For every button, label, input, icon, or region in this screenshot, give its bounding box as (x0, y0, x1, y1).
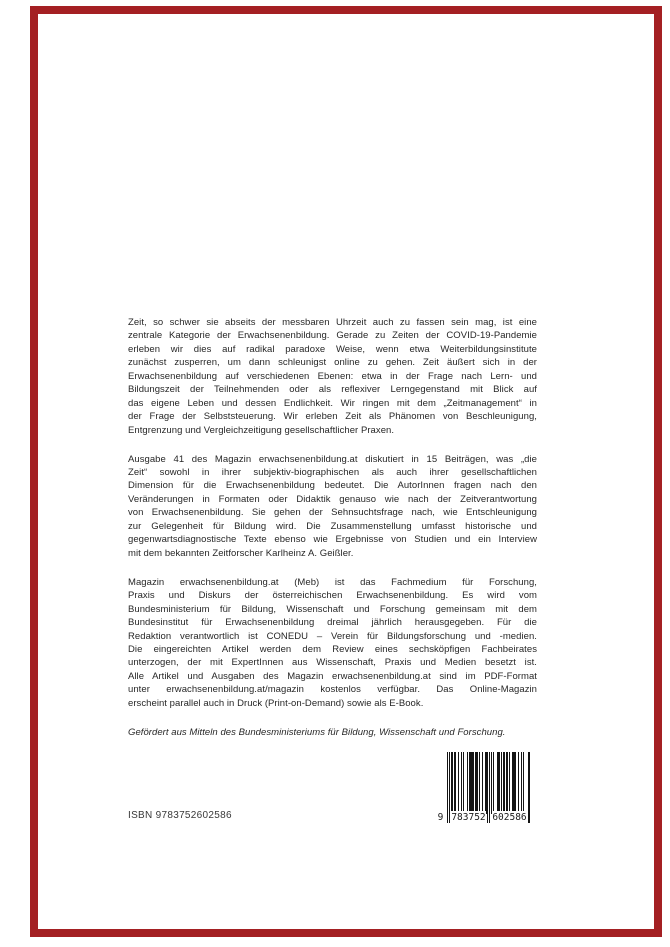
funding-note: Gefördert aus Mitteln des Bundesministeriums für Bildung, Wissenschaft und Forschung. (128, 726, 506, 738)
text-line: Bundesministerium für Bildung, Wissenschaft und Forschung gemeinsam mit dem (128, 603, 537, 615)
isbn-text: ISBN 9783752602586 (128, 810, 232, 821)
text-line: das eigene Leben und dessen Endlichkeit. Wir ringen mit dem „Zeitmanagement“ in (128, 397, 537, 409)
barcode-digit-group: 9 (437, 812, 444, 823)
text-line: Die eingereichten Artikel werden dem Review eines sechsköpfigen Fachbeirates (128, 643, 537, 655)
text-line: Praxis und Diskurs der österreichischen Erwachsenenbildung. Es wird vom (128, 590, 537, 602)
barcode-digit-group: 602586 (492, 812, 527, 823)
text-line: Entgrenzung und Vergleichzeitigung gesellschaftlicher Praxen. (128, 424, 395, 436)
text-line: Alle Artikel und Ausgaben des Magazin erwachsenenbildung.at sind im PDF-Format (128, 670, 537, 682)
text-line: Bildungszeit der Teilnehmenden oder als reflexiver Lerngegenstand mit Blick auf (128, 384, 537, 396)
text-line: zur Gelegenheit für Bildung wird. Die Zusammenstellung umfasst historische und (128, 520, 537, 532)
text-line: der Frage der Selbststeuerung. Wir erleben Zeit als Phänomen von Beschleunigung, (128, 411, 537, 423)
paragraph (128, 576, 537, 711)
text-line: Zeit“ sowohl in ihrer subjektiv-biographischen als auch ihrer gesellschaftlichen (128, 467, 537, 479)
text-line: zentrale Kategorie der Erwachsenenbildung. Gerade zu Zeiten der COVID-19-Pandemie (128, 330, 537, 342)
text-line: von Erwachsenenbildung. Sie gehen der Sehnsuchtsfrage nach, wie Entschleunigung (128, 507, 537, 519)
text-line: unter erwachsenenbildung.at/magazin kostenlos verfügbar. Das Online-Magazin (128, 684, 537, 696)
text-line: Dimension für die Erwachsenenbildung bedeutet. Die AutorInnen fragen nach den (128, 480, 537, 492)
text-line: gegenwartsdiagnostische Texte ebenso wie Ergebnisse von Studien und ein Interview (128, 534, 537, 546)
text-line: erscheint parallel auch in Druck (Print-on-Demand) sowie als E-Book. (128, 697, 424, 709)
text-block (128, 316, 537, 739)
text-line: Veränderungen in Formaten oder Didaktik genauso wie nach der Zeitverantwortung (128, 493, 537, 505)
text-line: Redaktion verantwortlich ist CONEDU – Verein für Bildungsforschung und -medien. (128, 630, 537, 642)
text-line: erleben wir dies auf radikal paradoxe Weise, wenn etwa Weiterbildungsinstitute (128, 343, 537, 355)
paragraph (128, 316, 537, 437)
text-line: Erwachsenenbildung auf verschiedenen Ebenen: etwa in der Frage nach Lern- und (128, 370, 537, 382)
ean13-barcode (437, 752, 543, 830)
paragraphs-container (128, 316, 537, 710)
barcode-digit-group: 783752 (451, 812, 486, 823)
text-line: Ausgabe 41 des Magazin erwachsenenbildung.at diskutiert in 15 Beiträgen, was „die (128, 453, 537, 465)
text-line: Bundesinstitut für Erwachsenenbildung dreimal jährlich herausgegeben. Für die (128, 617, 537, 629)
paragraph (128, 453, 537, 561)
text-line: zunächst zusperren, um dann schleunigst online zu gehen. Zeit äußert sich in der (128, 357, 537, 369)
text-line: mit dem bekannten Zeitforscher Karlheinz A. Geißler. (128, 547, 354, 559)
barcode-digits (437, 811, 531, 824)
text-line: Zeit, so schwer sie abseits der messbaren Uhrzeit auch zu fassen sein mag, ist eine (128, 317, 537, 328)
text-line: Magazin erwachsenenbildung.at (Meb) ist das Fachmedium für Forschung, (128, 576, 537, 588)
text-line: unterzogen, der mit ExpertInnen aus Wissenschaft, Praxis und Medien besetzt ist. (128, 657, 537, 669)
